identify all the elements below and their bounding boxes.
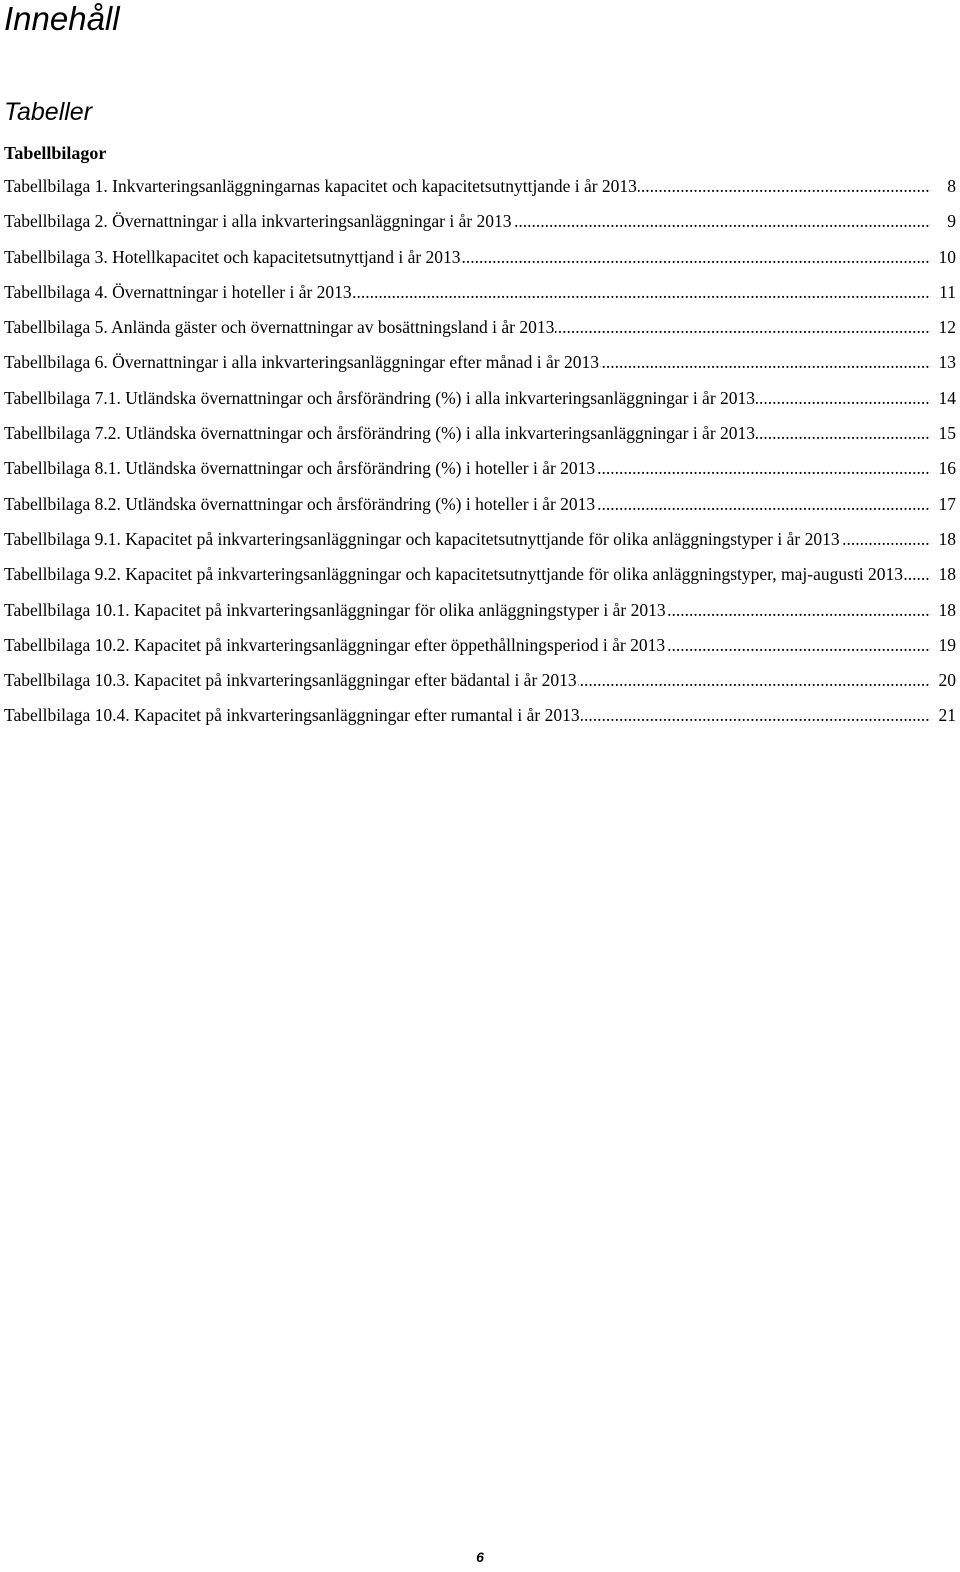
toc-entry[interactable] bbox=[4, 562, 956, 586]
toc-entry[interactable] bbox=[4, 703, 956, 727]
subsection-title: Tabellbilagor bbox=[4, 143, 107, 163]
toc-entry[interactable] bbox=[4, 598, 956, 622]
toc-entry-page: 8 bbox=[931, 174, 956, 198]
toc-entry-title: Tabellbilaga 10.2. Kapacitet på inkvarteringsanläggningar efter öppethållningsperiod i år 2013 bbox=[4, 634, 666, 655]
toc-entry[interactable] bbox=[4, 386, 956, 410]
toc-entry[interactable] bbox=[4, 209, 956, 233]
table-of-contents bbox=[4, 174, 956, 739]
toc-entry-page: 10 bbox=[931, 245, 956, 269]
toc-entry-title: Tabellbilaga 2. Övernattningar i alla inkvarteringsanläggningar i år 2013 bbox=[4, 211, 512, 232]
toc-entry-page: 21 bbox=[931, 703, 956, 727]
toc-entry-page: 20 bbox=[931, 668, 956, 692]
toc-entry-title: Tabellbilaga 6. Övernattningar i alla inkvarteringsanläggningar efter månad i år 2013 bbox=[4, 352, 600, 373]
toc-entry[interactable] bbox=[4, 315, 956, 339]
toc-entry[interactable] bbox=[4, 280, 956, 304]
toc-entry-title: Tabellbilaga 10.3. Kapacitet på inkvarteringsanläggningar efter bädantal i år 2013 bbox=[4, 670, 577, 691]
toc-entry-title: Tabellbilaga 7.2. Utländska övernattningar och årsförändring (%) i alla inkvarteringsanläggningar i år 2013 bbox=[4, 423, 756, 444]
toc-entry-page: 18 bbox=[931, 527, 956, 551]
toc-entry-page: 11 bbox=[931, 280, 956, 304]
toc-entry[interactable] bbox=[4, 527, 956, 551]
toc-entry-title: Tabellbilaga 8.2. Utländska övernattningar och årsförändring (%) i hoteller i år 2013 bbox=[4, 493, 596, 514]
toc-entry-title: Tabellbilaga 5. Anlända gäster och övernattningar av bosättningsland i år 2013 bbox=[4, 317, 555, 338]
toc-entry[interactable] bbox=[4, 174, 956, 198]
toc-entry-title: Tabellbilaga 7.1. Utländska övernattningar och årsförändring (%) i alla inkvarteringsanläggningar i år 2013 bbox=[4, 387, 756, 408]
toc-entry-title: Tabellbilaga 3. Hotellkapacitet och kapacitetsutnyttjand i år 2013 bbox=[4, 246, 461, 267]
toc-entry-page: 12 bbox=[931, 315, 956, 339]
toc-entry[interactable] bbox=[4, 245, 956, 269]
toc-entry-title: Tabellbilaga 4. Övernattningar i hoteller i år 2013 bbox=[4, 281, 352, 302]
toc-entry-page: 14 bbox=[931, 386, 956, 410]
toc-entry-title: Tabellbilaga 8.1. Utländska övernattningar och årsförändring (%) i hoteller i år 2013 bbox=[4, 458, 596, 479]
toc-entry-page: 16 bbox=[931, 456, 956, 480]
page-title: Innehåll bbox=[4, 0, 120, 37]
toc-entry[interactable] bbox=[4, 421, 956, 445]
section-title: Tabeller bbox=[4, 98, 93, 126]
toc-entry-page: 13 bbox=[931, 350, 956, 374]
toc-entry[interactable] bbox=[4, 350, 956, 374]
toc-entry-title: Tabellbilaga 10.1. Kapacitet på inkvarteringsanläggningar för olika anläggningstyper i år 2013 bbox=[4, 599, 666, 620]
toc-entry-page: 17 bbox=[931, 492, 956, 516]
toc-entry[interactable] bbox=[4, 633, 956, 657]
toc-entry-page: 18 bbox=[931, 562, 956, 586]
toc-entry[interactable] bbox=[4, 492, 956, 516]
toc-entry-page: 9 bbox=[931, 209, 956, 233]
toc-entry-title: Tabellbilaga 1. Inkvarteringsanläggningarnas kapacitet och kapacitetsutnyttjande i år 2013 bbox=[4, 176, 637, 196]
toc-entry-title: Tabellbilaga 9.2. Kapacitet på inkvarteringsanläggningar och kapacitetsutnyttjande för olika anläggningstyper, maj-augusti 2013 bbox=[4, 564, 904, 585]
toc-entry-page: 18 bbox=[931, 598, 956, 622]
toc-entry-title: Tabellbilaga 10.4. Kapacitet på inkvarteringsanläggningar efter rumantal i år 2013 bbox=[4, 705, 580, 726]
toc-entry[interactable] bbox=[4, 668, 956, 692]
toc-entry-page: 19 bbox=[931, 633, 956, 657]
page-number: 6 bbox=[476, 1549, 484, 1565]
toc-entry-title: Tabellbilaga 9.1. Kapacitet på inkvarteringsanläggningar och kapacitetsutnyttjande för olika anläggningstyper i år 2013 bbox=[4, 528, 840, 549]
toc-entry[interactable] bbox=[4, 456, 956, 480]
toc-entry-page: 15 bbox=[931, 421, 956, 445]
